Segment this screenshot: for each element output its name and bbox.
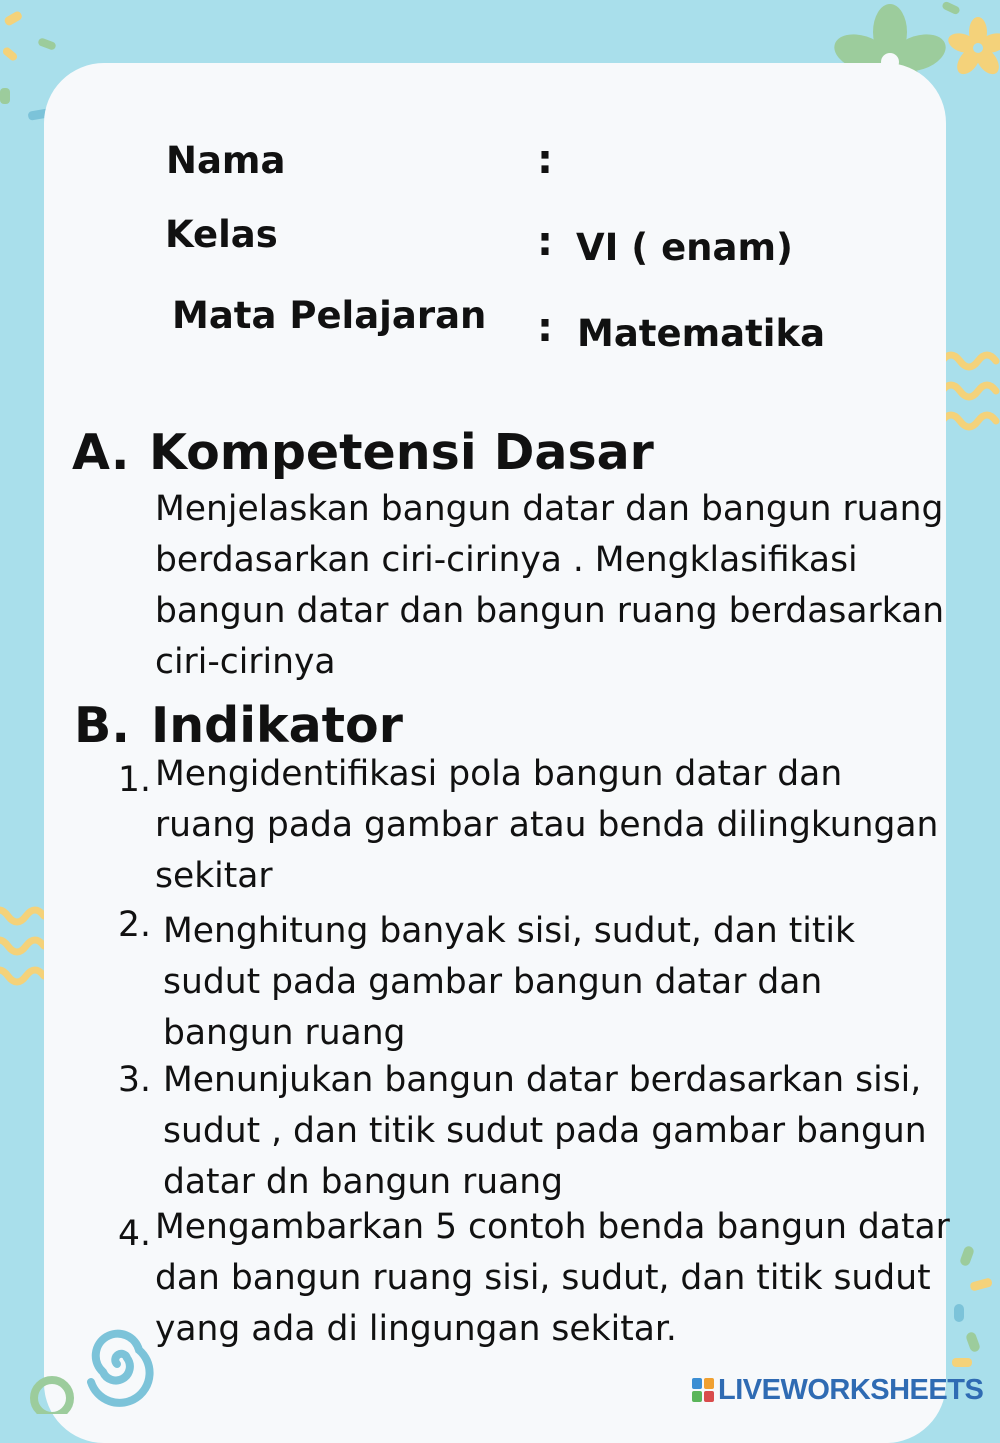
section-a-heading	[72, 424, 654, 481]
bottom-left-circle-decoration	[24, 1370, 84, 1414]
kelas-label: Kelas	[165, 213, 278, 256]
section-a-line: bangun datar dan bangun ruang berdasarkan	[155, 591, 945, 631]
indicator-number-3: 3.	[118, 1060, 151, 1100]
section-b-title: Indikator	[151, 697, 403, 754]
kelas-colon: :	[537, 219, 553, 265]
indicator-number-2: 2.	[118, 905, 151, 945]
left-squiggle-decoration	[0, 900, 46, 990]
indicator-line: yang ada di lingungan sekitar.	[155, 1309, 677, 1349]
right-squiggle-decoration	[938, 345, 1000, 445]
indicator-number-1: 1.	[118, 760, 151, 800]
section-a-letter: A.	[72, 424, 130, 481]
section-a-text	[155, 484, 944, 688]
nama-colon: :	[537, 137, 553, 183]
indicator-line: Mengambarkan 5 contoh benda bangun datar	[155, 1207, 950, 1247]
liveworksheets-logo[interactable]	[692, 1373, 983, 1407]
indicator-line: bangun ruang	[163, 1013, 406, 1053]
liveworksheets-logo-icon	[692, 1378, 714, 1402]
section-a-line: ciri-cirinya	[155, 642, 336, 682]
mata-pelajaran-label: Mata Pelajaran	[172, 294, 487, 337]
section-b-heading	[74, 697, 403, 754]
indicator-line: sekitar	[155, 856, 273, 896]
section-a-line: berdasarkan ciri-cirinya . Mengklasifikasi	[155, 540, 858, 580]
indicator-item-3	[163, 1055, 927, 1208]
section-a-line: Menjelaskan bangun datar dan bangun ruang	[155, 489, 944, 529]
indicator-number-4: 4.	[118, 1214, 151, 1254]
section-b-letter: B.	[74, 697, 130, 754]
indicator-item-2	[163, 906, 855, 1059]
mata-pelajaran-value: Matematika	[577, 312, 826, 355]
indicator-item-4	[155, 1202, 950, 1355]
indicator-line: sudut , dan titik sudut pada gambar bangun	[163, 1111, 927, 1151]
indicator-line: datar dn bangun ruang	[163, 1162, 564, 1202]
indicator-line: sudut pada gambar bangun datar dan	[163, 962, 823, 1002]
section-a-title: Kompetensi Dasar	[149, 424, 654, 481]
kelas-value: VI ( enam)	[576, 226, 793, 269]
indicator-line: Mengidentifikasi pola bangun datar dan	[155, 754, 843, 794]
indicator-line: dan bangun ruang sisi, sudut, dan titik sudut	[155, 1258, 931, 1298]
indicator-line: Menunjukan bangun datar berdasarkan sisi,	[163, 1060, 922, 1100]
mata-pelajaran-colon: :	[537, 305, 553, 351]
indicator-line: ruang pada gambar atau benda dilingkungan	[155, 805, 939, 845]
indicator-line: Menghitung banyak sisi, sudut, dan titik	[163, 911, 855, 951]
nama-label: Nama	[166, 139, 286, 182]
liveworksheets-logo-text: LIVEWORKSHEETS	[718, 1373, 984, 1406]
indicator-item-1	[155, 749, 938, 902]
